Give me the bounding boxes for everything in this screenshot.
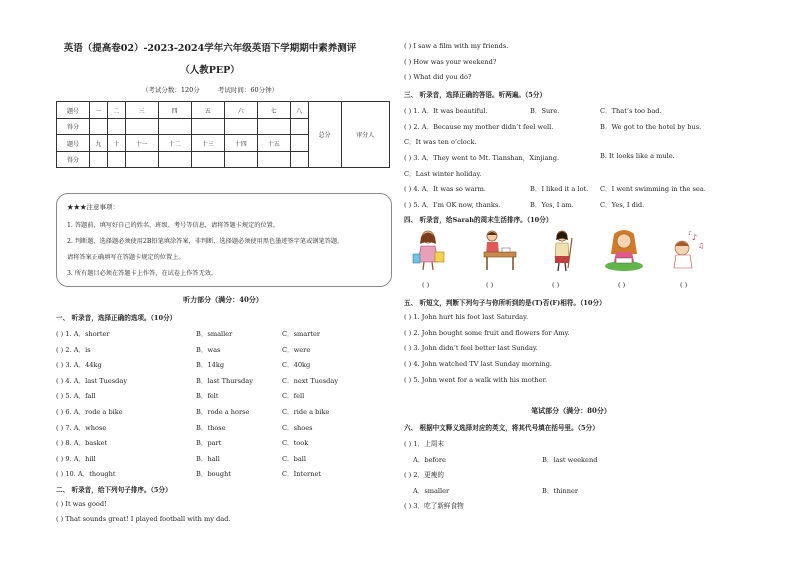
score-input[interactable] <box>191 152 224 168</box>
sec6-question: ( ) 1．上周末 <box>404 440 444 448</box>
sec4-blank[interactable]: ( ) <box>486 281 494 289</box>
sec3-option: B．Sure. <box>530 107 560 115</box>
score-input[interactable] <box>107 152 125 168</box>
notice-line: 请将答案正确填写在答题卡规定的位置上。 <box>67 254 185 261</box>
girl-desk-picture <box>478 228 518 272</box>
score-input[interactable] <box>290 119 308 135</box>
sec1-heading: 一、 听录音，选择正确的选项。（10分） <box>56 314 177 322</box>
sec1-option: C．fell <box>282 392 305 401</box>
table-cell: 得分 <box>57 152 90 168</box>
sec1-option: C．next Tuesday <box>282 376 339 385</box>
score-input[interactable] <box>125 152 158 168</box>
notice-line: 3. 所有题目必须在答题卡上作答，在试卷上作答无效。 <box>67 270 218 277</box>
table-cell: 三 <box>125 102 158 119</box>
sec1-option: C．40kg <box>282 361 311 370</box>
notice-box <box>56 193 392 287</box>
sec6-question: ( ) 3．吃了新鲜食物 <box>404 502 464 510</box>
written-header: 笔试部分（满分：80分） <box>531 406 611 415</box>
sec1-question: ( ) 7. A．whose <box>56 423 107 432</box>
sec1-question: ( ) 2. A．is <box>56 345 91 354</box>
sec3-heading: 三、 听录音，选择正确的答语。听两遍。（5分） <box>404 91 547 99</box>
exam-meta <box>50 85 370 94</box>
sec1-question: ( ) 6. A．rode a bike <box>56 408 123 416</box>
table-cell: 题号 <box>57 135 90 152</box>
sec1-option: B．last Thursday <box>196 376 253 385</box>
sec3-option: C．I went swimming in the sea. <box>600 185 706 193</box>
sec3-option: B．We got to the hotel by bus. <box>600 123 702 131</box>
score-input[interactable] <box>90 119 108 135</box>
table-cell: 九 <box>90 135 108 152</box>
sec1-option: B．smaller <box>196 330 233 338</box>
sec1-option: C．ball <box>282 454 307 463</box>
table-cell: 题号 <box>57 102 90 119</box>
sec1-option: B．hall <box>196 454 220 463</box>
sec2-line: ( ) That sounds great! I played football with my dad. <box>56 515 231 523</box>
exam-subtitle: （人教PEP） <box>180 65 240 76</box>
time-info: 考试时间：60分钟） <box>217 86 279 94</box>
sec1-question: ( ) 10. A．thought <box>56 470 116 479</box>
sec4-heading: 四、 听录音，给Sarah的周末生活排序。（10分） <box>404 216 553 224</box>
score-input[interactable] <box>107 119 125 135</box>
total-cell: 总分 <box>308 102 341 168</box>
table-cell: 得分 <box>57 119 90 135</box>
score-input[interactable] <box>224 152 257 168</box>
score-input[interactable] <box>158 152 191 168</box>
table-cell: 四 <box>158 102 191 119</box>
table-cell: 五 <box>191 102 224 119</box>
grader-cell: 审分人 <box>341 102 389 168</box>
sec3-line: ( ) 3. A．They went to Mt. Tianshan，Xinjiang. <box>404 154 560 162</box>
sec1-question: ( ) 5. A．fall <box>56 392 96 401</box>
sec1-question: ( ) 9. A．hill <box>56 454 96 463</box>
sec4-blank[interactable]: ( ) <box>618 281 626 289</box>
girl-music-picture <box>666 228 706 272</box>
table-cell: 十五 <box>257 135 290 152</box>
sec1-option: C．ride a bike <box>282 408 330 416</box>
table-cell: 十三 <box>191 135 224 152</box>
sec1-option: B．those <box>196 423 226 432</box>
sec3-option: C．That’s too bad. <box>600 107 662 115</box>
sec1-option: C．shoes <box>282 423 313 432</box>
sec5-line: ( ) 2. John bought some fruit and flowers for Amy. <box>404 329 570 337</box>
table-cell: 十一 <box>125 135 158 152</box>
table-cell: 十四 <box>224 135 257 152</box>
sec5-line: ( ) 1. John hurt his foot last Saturday. <box>404 313 529 321</box>
sec2-line: ( ) It was good! <box>56 500 107 508</box>
table-cell: 一 <box>90 102 108 119</box>
sec1-question: ( ) 1. A．shorter <box>56 330 110 338</box>
notice-line: 1. 答题前，填写好自己的姓名、班级、考号等信息，请将答题卡规定的位置。 <box>67 222 280 229</box>
girl-shopping-picture <box>408 228 448 272</box>
table-cell <box>290 135 308 152</box>
sec2-line: ( ) How was your weekend? <box>404 58 497 66</box>
sec6-option: A．smaller <box>413 487 450 495</box>
sec1-option: B．bought <box>196 470 231 479</box>
score-input[interactable] <box>224 119 257 135</box>
sec3-option: C．It was ten o’clock. <box>404 138 477 146</box>
sec3-line: ( ) 4. A．It was so warm. <box>404 185 487 193</box>
sec5-line: ( ) 3. John didn’t feel better last Sunday. <box>404 344 538 352</box>
sec4-blank[interactable]: ( ) <box>552 281 560 289</box>
table-cell: 十二 <box>158 135 191 152</box>
score-input[interactable] <box>290 152 308 168</box>
svg-text:♫: ♫ <box>698 242 705 250</box>
score-input[interactable] <box>257 119 290 135</box>
score-input[interactable] <box>125 119 158 135</box>
table-cell: 二 <box>107 102 125 119</box>
sec6-option: B．thinner <box>542 487 578 495</box>
notice-line: 2. 判断题、选择题必须使用2B铅笔填涂答案，非判断、选择题必须使用黑色墨迹签字笔或钢笔答题， <box>67 238 344 245</box>
sec3-option: C．Yes, I did. <box>600 201 645 209</box>
score-input[interactable] <box>257 152 290 168</box>
sec3-option: B．I liked it a lot. <box>530 185 589 193</box>
sec3-line: ( ) 1. A．It was beautiful. <box>404 107 488 115</box>
sec4-blank[interactable]: ( ) <box>422 281 430 289</box>
listening-header: 听力部分（满分：40分） <box>183 295 263 304</box>
score-input[interactable] <box>191 119 224 135</box>
sec1-option: B．part <box>196 439 222 448</box>
sec1-option: C．took <box>282 439 309 448</box>
sec4-blank[interactable]: ( ) <box>680 281 688 289</box>
sec1-option: B．rode a horse <box>196 408 250 416</box>
sec1-option: C．were <box>282 345 311 354</box>
girl-sweeping-picture <box>542 228 582 272</box>
sec1-option: B．14kg <box>196 361 225 370</box>
sec1-option: B．was <box>196 345 221 354</box>
sec2-line: ( ) I saw a film with my friends. <box>404 42 509 50</box>
svg-text:♪: ♪ <box>688 230 692 237</box>
sec1-question: ( ) 3. A．44kg <box>56 361 102 370</box>
sec3-option: B．Yes, I am. <box>530 201 574 209</box>
exam-title: 英语（提高卷02）-2023-2024学年六年级英语下学期期中素养测评 <box>63 43 357 54</box>
score-table <box>56 101 390 168</box>
sec3-line: ( ) 2. A．Because my mother didn’t feel well. <box>404 123 554 131</box>
sec2-line: ( ) What did you do? <box>404 73 472 81</box>
score-input[interactable] <box>90 152 108 168</box>
sec2-heading: 二、 听录音，给下列句子排序。（5分） <box>56 486 172 494</box>
sec3-line: ( ) 5. A．I’m OK now, thanks. <box>404 201 501 209</box>
sec6-question: ( ) 2．更瘦的 <box>404 471 444 479</box>
sec5-line: ( ) 5. John went for a walk with his mother. <box>404 376 548 384</box>
table-cell: 六 <box>224 102 257 119</box>
sec1-option: C．smarter <box>282 330 321 338</box>
notice-heading: ★★★注意事项： <box>67 203 119 211</box>
sec6-heading: 六、 根据中文释义选择对应的英文，将其代号填在括号里。（5分） <box>404 424 599 432</box>
sec3-option: C．Last winter holiday. <box>404 170 482 178</box>
girl-reading-picture <box>604 228 644 272</box>
table-cell: 七 <box>257 102 290 119</box>
sec1-question: ( ) 8. A．basket <box>56 439 108 448</box>
sec5-heading: 五、 听短文，判断下列句子与你所听到的是(T)否(F)相符。（10分） <box>404 299 606 307</box>
score-info: （考试分数：120分 <box>141 86 200 94</box>
table-cell: 十 <box>107 135 125 152</box>
sec6-option: A．before <box>413 456 446 464</box>
svg-text:♪: ♪ <box>692 233 698 242</box>
table-cell: 八 <box>290 102 308 119</box>
sec1-option: B．felt <box>196 392 219 401</box>
score-input[interactable] <box>158 119 191 135</box>
sec1-question: ( ) 4. A．last Tuesday <box>56 376 128 385</box>
sec1-option: C．Internet <box>282 470 321 479</box>
sec5-line: ( ) 4. John watched TV last Sunday morning. <box>404 360 553 368</box>
sec6-option: B．last weekend <box>542 456 598 464</box>
sec3-option: B. It looks like a mule. <box>600 152 675 160</box>
